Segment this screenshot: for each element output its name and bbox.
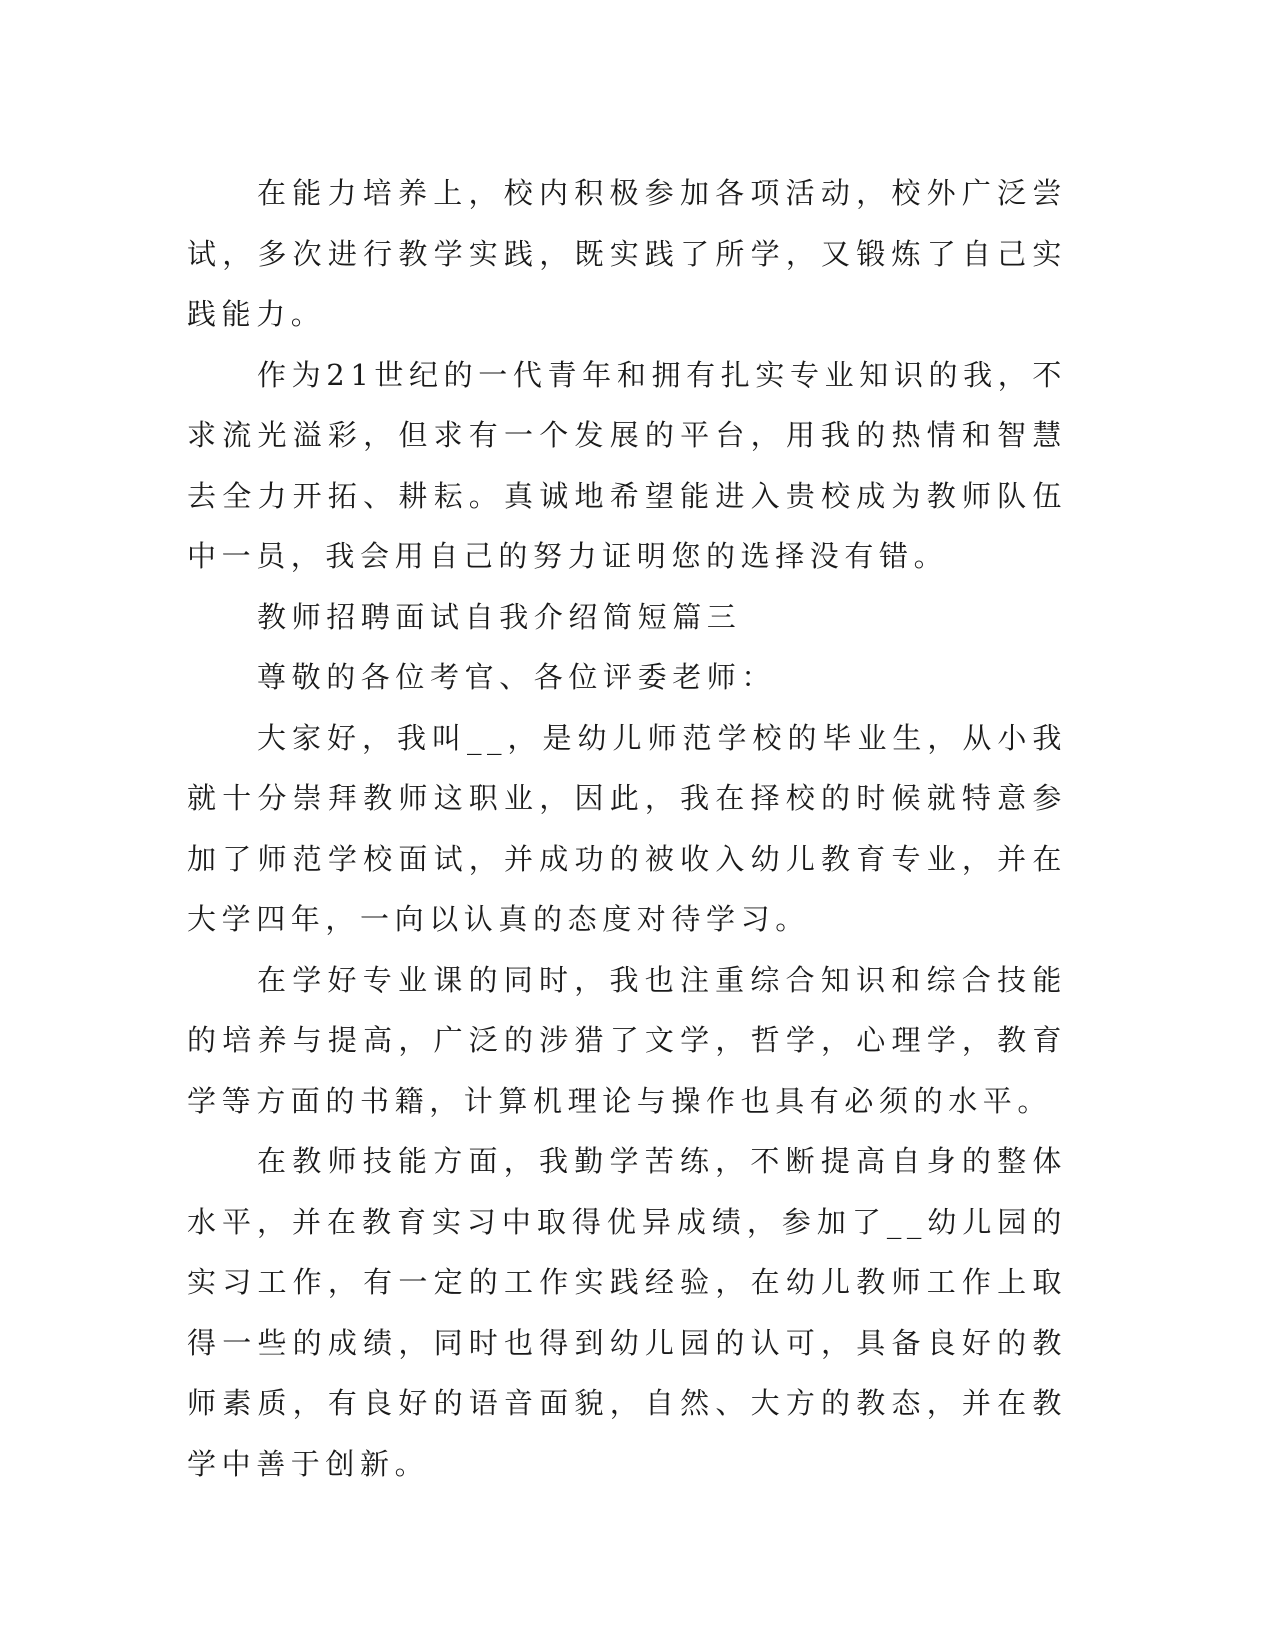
paragraph-ability-training: 在能力培养上，校内积极参加各项活动，校外广泛尝试，多次进行教学实践，既实践了所学，又锻炼了自己实践能力。 bbox=[187, 176, 1067, 331]
paragraph-teaching-skills: 在教师技能方面，我勤学苦练，不断提高自身的整体水平，并在教育实习中取得优异成绩，参加了__幼儿园的实习工作，有一定的工作实践经验，在幼儿教师工作上取得一些的成绩，同时也得到幼儿园的认可，具备良好的教师素质，有良好的语音面貌，自然、大方的教态，并在教学中善于创新。 bbox=[187, 1144, 1067, 1481]
paragraph-introduction: 大家好，我叫__，是幼儿师范学校的毕业生，从小我就十分崇拜教师这职业，因此，我在择校的时候就特意参加了师范学校面试，并成功的被收入幼儿教育专业，并在大学四年，一向以认真的态度对待学习。 bbox=[187, 720, 1067, 936]
paragraph-study: 在学好专业课的同时，我也注重综合知识和综合技能的培养与提高，广泛的涉猎了文学，哲学，心理学，教育学等方面的书籍，计算机理论与操作也具有必须的水平。 bbox=[187, 962, 1067, 1118]
paragraph-aspiration: 作为21世纪的一代青年和拥有扎实专业知识的我，不求流光溢彩，但求有一个发展的平台，用我的热情和智慧去全力开拓、耕耘。真诚地希望能进入贵校成为教师队伍中一员，我会用自己的努力证明您的选择没有错。 bbox=[187, 357, 1067, 573]
section-heading: 教师招聘面试自我介绍简短篇三 bbox=[257, 599, 742, 634]
document-body bbox=[187, 163, 1067, 1494]
salutation: 尊敬的各位考官、各位评委老师： bbox=[257, 660, 777, 694]
